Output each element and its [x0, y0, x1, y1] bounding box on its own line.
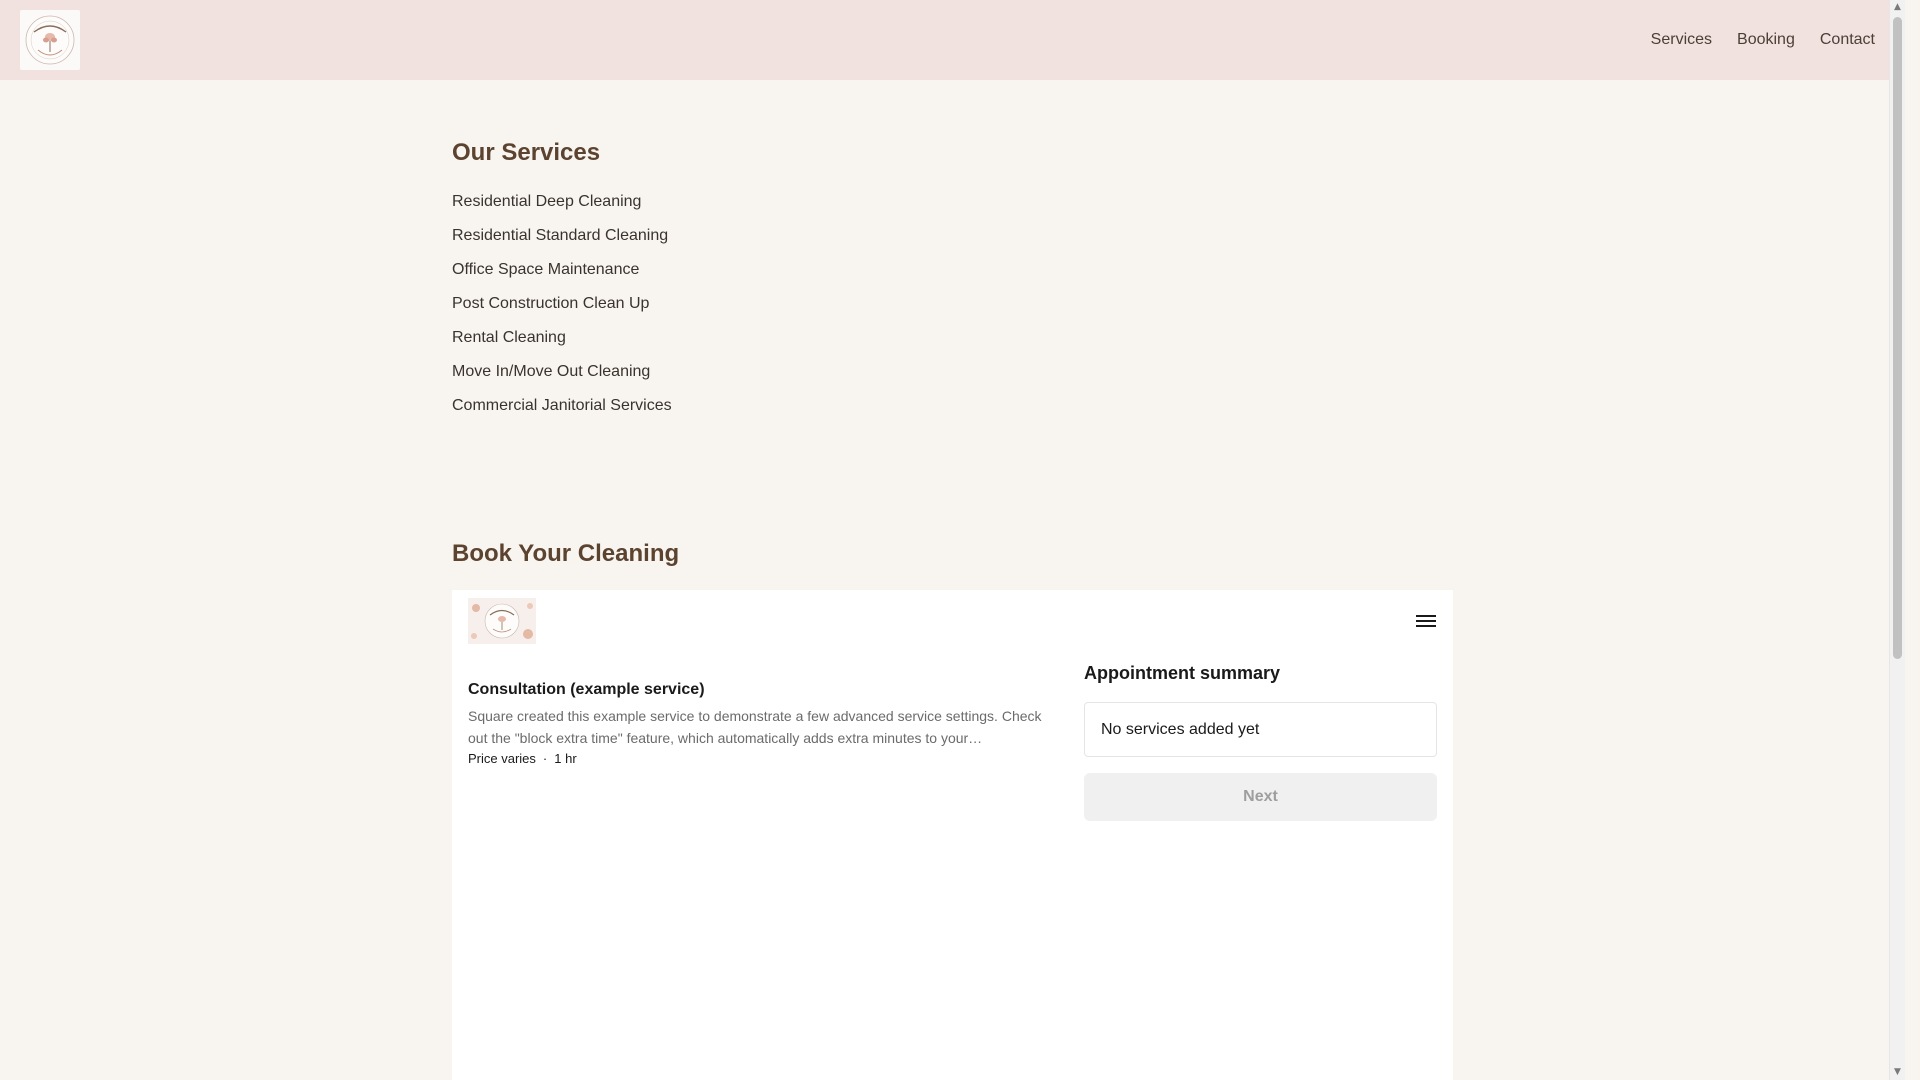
next-button[interactable]: Next [1084, 773, 1437, 821]
service-meta [468, 750, 1046, 768]
appointment-summary-box [1084, 702, 1437, 757]
hamburger-menu-icon[interactable] [1415, 612, 1437, 630]
service-list-item: Post Construction Clean Up [452, 295, 650, 312]
scrollbar-thumb[interactable] [1893, 17, 1902, 659]
scroll-up-arrow-icon[interactable]: ▲ [1894, 2, 1901, 12]
cleaning-co-logo-icon [468, 598, 536, 644]
service-list-item: Commercial Janitorial Services [452, 397, 672, 414]
appointment-summary [1084, 662, 1437, 821]
service-list-item: Rental Cleaning [452, 329, 566, 346]
appointment-summary-title: Appointment summary [1084, 663, 1281, 683]
service-description: Square created this example service to demonstrate a few advanced service settings. Check out the "block extra time" feature, which automatically adds extra minutes to your… [468, 708, 1042, 746]
services-heading: Our Services [452, 139, 601, 166]
scroll-down-arrow-icon[interactable]: ▼ [1894, 1067, 1901, 1077]
meta-separator: · [542, 751, 548, 766]
services-list [452, 193, 672, 431]
cleaning-co-logo-icon [20, 10, 80, 70]
service-list-item: Residential Standard Cleaning [452, 227, 669, 244]
site-logo[interactable] [20, 10, 80, 70]
service-price: Price varies [468, 751, 536, 766]
service-list-item: Move In/Move Out Cleaning [452, 363, 651, 380]
no-services-text: No services added yet [1101, 720, 1260, 738]
nav-link-services[interactable]: Services [1650, 31, 1713, 48]
service-list-item: Office Space Maintenance [452, 261, 640, 278]
service-name: Consultation (example service) [468, 681, 705, 698]
service-list-item: Residential Deep Cleaning [452, 193, 642, 210]
nav-link-booking[interactable]: Booking [1737, 31, 1795, 48]
booking-heading: Book Your Cleaning [452, 540, 680, 567]
booking-widget-logo [468, 598, 536, 644]
hamburger-menu-icon-glyph [1415, 612, 1437, 630]
nav-link-contact[interactable]: Contact [1819, 31, 1875, 48]
site-header [0, 0, 1905, 80]
main-nav [1651, 0, 1875, 80]
vertical-scrollbar[interactable] [1889, 0, 1905, 1080]
service-duration: 1 hr [554, 751, 577, 766]
service-option-card[interactable] [468, 680, 1046, 768]
booking-widget [452, 590, 1453, 1080]
